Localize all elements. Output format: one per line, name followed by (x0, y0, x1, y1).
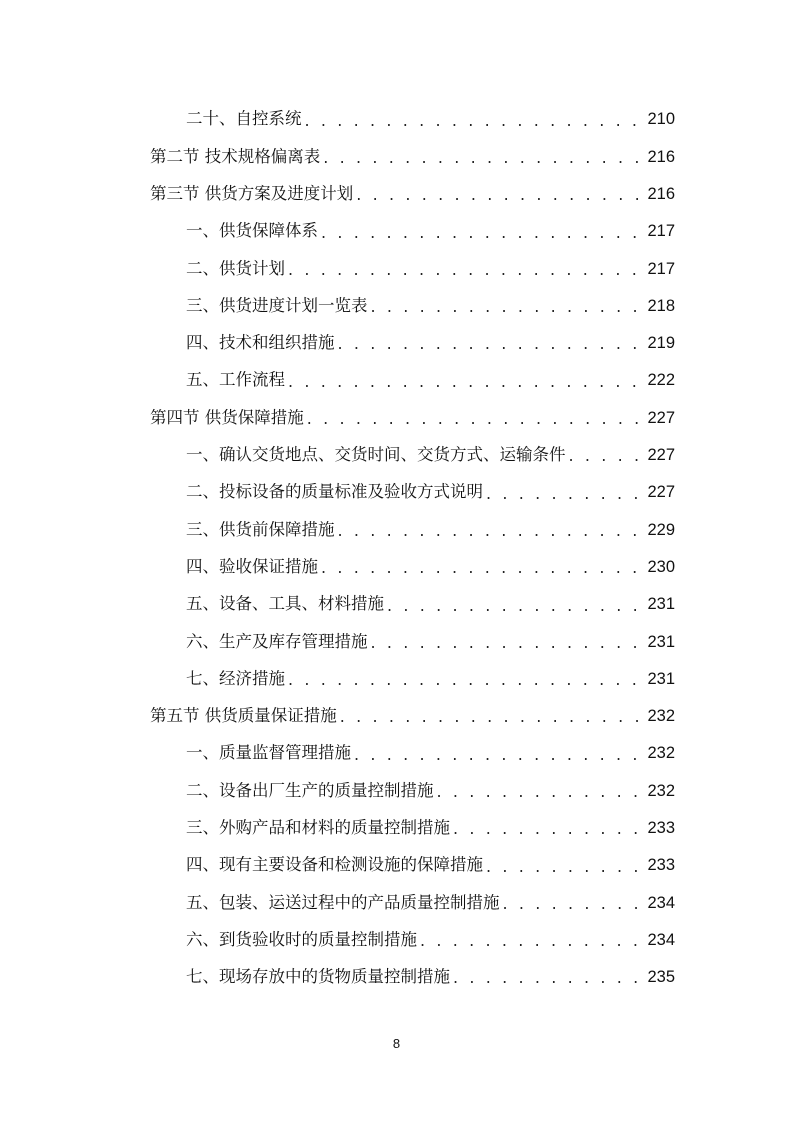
toc-entry-title: 一、确认交货地点、交货时间、交货方式、运输条件 (186, 445, 566, 465)
toc-entry[interactable] (150, 176, 675, 213)
toc-entry-page: 218 (647, 296, 675, 315)
toc-dot-leader (371, 297, 642, 315)
toc-entry-title: 第五节 供货质量保证措施 (150, 706, 337, 726)
toc-entry-page: 219 (647, 334, 675, 353)
toc-entry-page: 232 (647, 707, 675, 726)
toc-entry-title: 五、设备、工具、材料措施 (186, 594, 384, 614)
toc-entry-page: 232 (647, 781, 675, 800)
toc-dot-leader (288, 260, 641, 278)
toc-entry[interactable] (150, 437, 675, 474)
toc-dot-leader (321, 558, 641, 576)
toc-entry[interactable] (150, 511, 675, 548)
toc-dot-leader (305, 111, 642, 129)
toc-entry[interactable] (150, 847, 675, 884)
toc-entry[interactable] (150, 660, 675, 697)
toc-dot-leader (486, 484, 641, 502)
toc-entry-page: 231 (647, 632, 675, 651)
toc-entry[interactable] (150, 325, 675, 362)
toc-dot-leader (453, 819, 641, 837)
toc-entry[interactable] (150, 213, 675, 250)
toc-entry[interactable] (150, 399, 675, 436)
toc-entry[interactable] (150, 623, 675, 660)
toc-dot-leader (371, 633, 642, 651)
toc-entry[interactable] (150, 698, 675, 735)
toc-entry-title: 七、经济措施 (186, 668, 285, 688)
toc-entry-page: 232 (647, 744, 675, 763)
toc-entry-title: 四、现有主要设备和检测设施的保障措施 (186, 855, 483, 875)
toc-entry[interactable] (150, 959, 675, 996)
toc-entry-page: 227 (647, 446, 675, 465)
toc-dot-leader (288, 372, 641, 390)
toc-entry-title: 四、技术和组织措施 (186, 333, 335, 353)
toc-entry-title: 第四节 供货保障措施 (150, 407, 304, 427)
toc-entry-title: 第二节 技术规格偏离表 (150, 146, 321, 166)
toc-entry-title: 二、设备出厂生产的质量控制措施 (186, 780, 434, 800)
toc-entry-title: 二、投标设备的质量标准及验收方式说明 (186, 482, 483, 502)
toc-entry[interactable] (150, 586, 675, 623)
toc-entry-title: 七、现场存放中的货物质量控制措施 (186, 967, 450, 987)
toc-dot-leader (503, 894, 642, 912)
toc-entry-title: 五、工作流程 (186, 370, 285, 390)
toc-entry-page: 216 (647, 184, 675, 203)
toc-dot-leader (338, 521, 642, 539)
toc-entry-page: 217 (647, 222, 675, 241)
toc-entry-title: 五、包装、运送过程中的产品质量控制措施 (186, 892, 500, 912)
toc-entry-title: 三、外购产品和材料的质量控制措施 (186, 818, 450, 838)
toc-entry[interactable] (150, 922, 675, 959)
table-of-contents (150, 101, 675, 996)
toc-entry-page: 233 (647, 856, 675, 875)
toc-dot-leader (569, 446, 642, 464)
toc-dot-leader (323, 148, 641, 166)
toc-entry-title: 六、生产及库存管理措施 (186, 631, 368, 651)
toc-entry-page: 229 (647, 520, 675, 539)
toc-entry[interactable] (150, 138, 675, 175)
toc-entry-page: 234 (647, 930, 675, 949)
toc-entry-page: 231 (647, 669, 675, 688)
toc-dot-leader (453, 968, 641, 986)
toc-entry-page: 230 (647, 557, 675, 576)
toc-entry[interactable] (150, 735, 675, 772)
toc-entry[interactable] (150, 474, 675, 511)
toc-entry[interactable] (150, 250, 675, 287)
toc-entry-page: 227 (647, 408, 675, 427)
toc-entry-title: 一、供货保障体系 (186, 221, 318, 241)
toc-entry-page: 217 (647, 259, 675, 278)
toc-entry-page: 231 (647, 595, 675, 614)
toc-entry-title: 二、供货计划 (186, 258, 285, 278)
toc-entry-page: 235 (647, 968, 675, 987)
toc-entry[interactable] (150, 549, 675, 586)
page-number: 8 (392, 1036, 401, 1051)
toc-dot-leader (354, 745, 641, 763)
toc-dot-leader (340, 707, 641, 725)
toc-entry-title: 三、供货进度计划一览表 (186, 295, 368, 315)
toc-dot-leader (387, 596, 641, 614)
toc-entry-page: 234 (647, 893, 675, 912)
toc-entry-title: 三、供货前保障措施 (186, 519, 335, 539)
toc-dot-leader (338, 334, 642, 352)
toc-entry[interactable] (150, 287, 675, 324)
toc-entry[interactable] (150, 772, 675, 809)
toc-dot-leader (437, 782, 642, 800)
toc-entry[interactable] (150, 362, 675, 399)
toc-entry-page: 216 (647, 147, 675, 166)
toc-entry[interactable] (150, 810, 675, 847)
toc-dot-leader (307, 409, 641, 427)
toc-entry-title: 二十、自控系统 (186, 109, 302, 129)
toc-entry-page: 233 (647, 819, 675, 838)
toc-dot-leader (420, 931, 641, 949)
toc-entry-page: 210 (647, 110, 675, 129)
toc-entry-title: 第三节 供货方案及进度计划 (150, 183, 354, 203)
toc-entry-title: 一、质量监督管理措施 (186, 743, 351, 763)
toc-entry[interactable] (150, 101, 675, 138)
toc-dot-leader (288, 670, 641, 688)
toc-dot-leader (486, 857, 641, 875)
toc-dot-leader (321, 223, 641, 241)
toc-entry-page: 227 (647, 483, 675, 502)
toc-entry-title: 六、到货验收时的质量控制措施 (186, 929, 417, 949)
toc-entry-page: 222 (647, 371, 675, 390)
toc-entry-title: 四、验收保证措施 (186, 556, 318, 576)
toc-dot-leader (356, 185, 641, 203)
toc-entry[interactable] (150, 884, 675, 921)
